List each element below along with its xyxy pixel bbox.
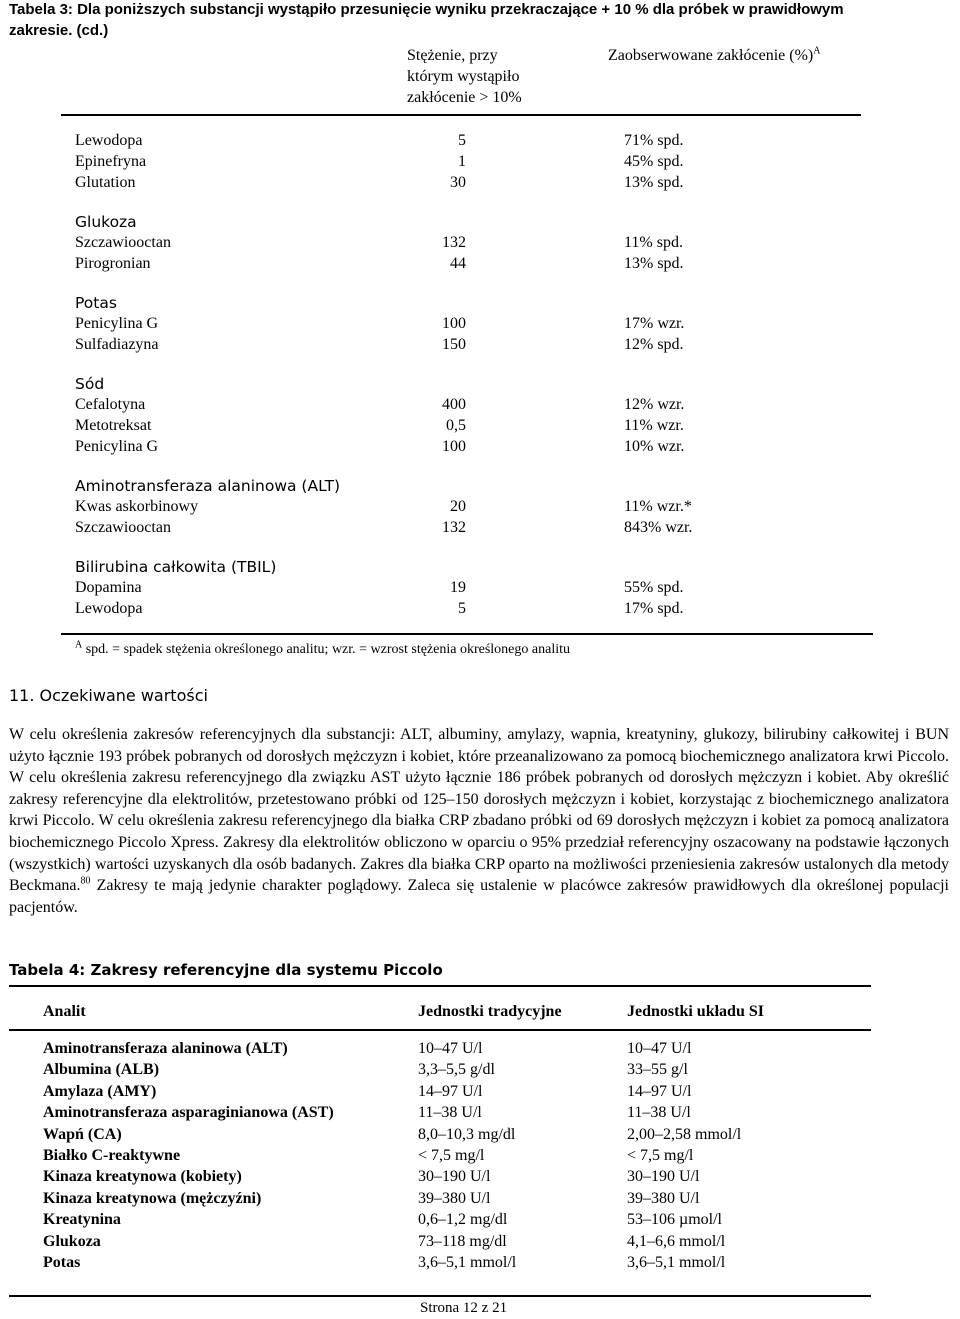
table3-group-heading: Glukoza (75, 213, 137, 231)
table3-concentration: 5 (458, 600, 466, 617)
table3-col-obs (608, 47, 820, 65)
table4-row (0, 1168, 960, 1189)
table3-row (0, 498, 960, 519)
table3-substance: Lewodopa (75, 132, 143, 149)
table3-row (0, 417, 960, 438)
table4-top-rule (9, 985, 871, 987)
section-heading: 11. Oczekiwane wartości (9, 686, 208, 705)
table3-col-conc-line2: którym wystąpiło (407, 68, 520, 85)
table4-analyte: Amylaza (AMY) (43, 1082, 157, 1100)
table3-concentration: 150 (442, 336, 466, 353)
table4-traditional-range: 8,0–10,3 mg/dl (418, 1125, 516, 1143)
table4-analyte: Albumina (ALB) (43, 1061, 160, 1079)
table3-substance: Glutation (75, 174, 136, 191)
table3-observed: 11% wzr.* (624, 498, 692, 515)
table3-observed: 10% wzr. (624, 438, 685, 455)
table3-row (0, 375, 960, 396)
table3-row (0, 477, 960, 498)
table3-concentration: 19 (450, 579, 466, 596)
table4-row (0, 1061, 960, 1082)
table4-si-range: 3,6–5,1 mmol/l (627, 1254, 726, 1271)
table4-si-range: < 7,5 mg/l (627, 1147, 694, 1164)
table3-row (0, 294, 960, 315)
table3-substance: Metotreksat (75, 417, 152, 434)
table3-row (0, 396, 960, 417)
paragraph-part1: W celu określenia zakresów referencyjnych dla substancji: ALT, albuminy, amylazy, wapnia, kreatyniny, glukozy, bilirubiny całkowitej i BUN użyto łącznie 193 próbek pobranych od dorosłych mężczyzn i kobiet, które przeanalizowano za pomocą biochemicznego analizatora krwi Piccolo. W celu określenia zakresu referencyjnego dla związku AST użyto łącznie 186 próbek pobranych od dorosłych mężczyzn i kobiet. Aby określić zakresy referencyjne dla elektrolitów, przetestowano próbki od 125–150 dorosłych mężczyzn i kobiet, korzystając z biochemicznego analizatora krwi Piccolo. W celu określenia zakresu referencyjnego dla białka CRP zbadano próbki od 69 dorosłych mężczyzn i kobiet za pomocą analizatora biochemicznego Piccolo Xpress. Zakresy dla elektrolitów obliczono w oparciu o 95% przedział referencyjny oszacowany na podstawie łączonych (wszystkich) wartości uzyskanych dla osób badanych. Zakres dla białka CRP oparto na możliwości przeniesienia zakresów ustalonych dla metody Beckmana. (9, 726, 949, 895)
table3-concentration: 100 (442, 315, 466, 332)
table4-si-range: 39–380 U/l (627, 1189, 700, 1207)
table4-si-range: 14–97 U/l (627, 1082, 692, 1100)
table4-title: Tabela 4: Zakresy referencyjne dla systemu Piccolo (9, 961, 443, 979)
table4-header-analyte: Analit (43, 1003, 86, 1020)
table3-row (0, 438, 960, 459)
table4-si-range: 11–38 U/l (627, 1104, 691, 1122)
table3-concentration: 44 (450, 255, 466, 272)
table3-row (0, 213, 960, 234)
table3-group-heading: Sód (75, 375, 105, 393)
table3-row (0, 558, 960, 579)
table4-row (0, 1233, 960, 1254)
table3-row (0, 132, 960, 153)
table3-observed: 12% wzr. (624, 396, 685, 413)
table3-substance: Szczawiooctan (75, 234, 171, 251)
table3-concentration: 30 (450, 174, 466, 191)
table3-concentration: 1 (458, 153, 466, 170)
table4-traditional-range: < 7,5 mg/l (418, 1147, 485, 1164)
table3-substance: Epinefryna (75, 153, 147, 170)
table3-substance: Pirogronian (75, 255, 151, 272)
table4-row (0, 1104, 960, 1125)
table4-analyte: Glukoza (43, 1232, 101, 1250)
table3-observed: 45% spd. (624, 153, 684, 170)
table4-traditional-range: 73–118 mg/dl (418, 1232, 507, 1250)
table4-traditional-range: 30–190 U/l (418, 1168, 491, 1186)
table3-observed: 17% spd. (624, 600, 684, 617)
table3-row (0, 153, 960, 174)
table3-observed: 843% wzr. (624, 519, 693, 536)
table4-row (0, 1147, 960, 1168)
table3-row (0, 234, 960, 255)
table4-analyte: Białko C-reaktywne (43, 1147, 181, 1164)
table4-row (0, 1040, 960, 1061)
table4-traditional-range: 39–380 U/l (418, 1189, 491, 1207)
table3-substance: Penicylina G (75, 438, 159, 455)
table4-row (0, 1190, 960, 1211)
table4-row (0, 1254, 960, 1275)
table4-bottom-rule (9, 1295, 871, 1297)
table3-row (0, 255, 960, 276)
table4-header-rule (9, 1029, 871, 1031)
table4-traditional-range: 11–38 U/l (418, 1104, 482, 1122)
table3-substance: Lewodopa (75, 600, 143, 617)
table3-concentration: 400 (442, 396, 466, 413)
table3-col-obs-sup: A (813, 45, 821, 57)
table4-si-range: 53–106 µmol/l (627, 1211, 722, 1229)
footnote-sup: A (75, 639, 83, 651)
table4-analyte: Kreatynina (43, 1211, 121, 1229)
table4-header-si: Jednostki układu SI (627, 1003, 764, 1020)
table3-substance: Szczawiooctan (75, 519, 171, 536)
table4-si-range: 33–55 g/l (627, 1061, 688, 1079)
table4-row (0, 1126, 960, 1147)
table4-analyte: Aminotransferaza alaninowa (ALT) (43, 1040, 288, 1057)
table4-analyte: Wapń (CA) (43, 1125, 122, 1143)
table4-analyte: Aminotransferaza asparaginianowa (AST) (43, 1104, 334, 1122)
table3-observed: 11% spd. (624, 234, 683, 251)
table4-traditional-range: 3,3–5,5 g/dl (418, 1061, 495, 1079)
table4-header-traditional: Jednostki tradycyjne (418, 1003, 562, 1020)
section-paragraph (9, 724, 949, 918)
table3-row (0, 174, 960, 195)
table3-col-conc-line3: zakłócenie > 10% (407, 89, 522, 106)
table3-observed: 17% wzr. (624, 315, 685, 332)
footnote-text: spd. = spadek stężenia określonego analitu; wzr. = wzrost stężenia określonego analitu (85, 642, 570, 657)
table4-analyte: Potas (43, 1254, 81, 1271)
reference-sup: 80 (80, 875, 91, 887)
page-number: Strona 12 z 21 (420, 1300, 508, 1316)
table3-col-obs-label: Zaobserwowane zakłócenie (%) (608, 47, 814, 64)
table3-concentration: 20 (450, 498, 466, 515)
table4-si-range: 10–47 U/l (627, 1040, 692, 1057)
table3-row (0, 579, 960, 600)
table3-observed: 11% wzr. (624, 417, 684, 434)
table3-row (0, 315, 960, 336)
table3-substance: Penicylina G (75, 315, 159, 332)
table3-header-rule (61, 114, 861, 116)
table3-col-conc-line1: Stężenie, przy (407, 47, 498, 64)
table3-observed: 55% spd. (624, 579, 684, 596)
table3-row (0, 600, 960, 621)
table4-row (0, 1083, 960, 1104)
table3-observed: 12% spd. (624, 336, 684, 353)
table4-analyte: Kinaza kreatynowa (kobiety) (43, 1168, 242, 1186)
table4-analyte: Kinaza kreatynowa (mężczyźni) (43, 1189, 262, 1207)
table4-traditional-range: 14–97 U/l (418, 1082, 483, 1100)
table3-title-line1: Tabela 3: Dla poniższych substancji wystąpiło przesunięcie wyniku przekraczające + 10 % dla próbek w prawidłowym (9, 1, 844, 18)
table3-substance: Kwas askorbinowy (75, 498, 199, 515)
table4-si-range: 4,1–6,6 mmol/l (627, 1232, 726, 1250)
table3-observed: 13% spd. (624, 174, 684, 191)
table4-si-range: 30–190 U/l (627, 1168, 700, 1186)
table3-substance: Dopamina (75, 579, 142, 596)
table3-group-heading: Aminotransferaza alaninowa (ALT) (75, 477, 341, 495)
table3-bottom-rule (61, 633, 873, 635)
table3-substance: Cefalotyna (75, 396, 146, 413)
table3-observed: 13% spd. (624, 255, 684, 272)
table3-concentration: 100 (442, 438, 466, 455)
table3-concentration: 5 (458, 132, 466, 149)
table3-group-heading: Bilirubina całkowita (TBIL) (75, 558, 277, 576)
table3-row (0, 519, 960, 540)
table4-traditional-range: 10–47 U/l (418, 1040, 483, 1057)
paragraph-part2: Zakresy te mają jedynie charakter poglądowy. Zaleca się ustalenie w placówce zakresów prawidłowych dla określonej populacji pacjentów. (9, 877, 949, 916)
table3-footnote (75, 639, 570, 658)
table3-concentration: 132 (442, 519, 466, 536)
table3-title-line2: zakresie. (cd.) (9, 22, 109, 39)
table3-concentration: 132 (442, 234, 466, 251)
table4-row (0, 1211, 960, 1232)
table4-si-range: 2,00–2,58 mmol/l (627, 1125, 742, 1143)
table3-observed: 71% spd. (624, 132, 684, 149)
table3-concentration: 0,5 (446, 417, 466, 434)
table3-substance: Sulfadiazyna (75, 336, 159, 353)
table4-traditional-range: 0,6–1,2 mg/dl (418, 1211, 508, 1229)
table3-group-heading: Potas (75, 294, 117, 312)
table4-traditional-range: 3,6–5,1 mmol/l (418, 1254, 517, 1271)
table3-row (0, 336, 960, 357)
